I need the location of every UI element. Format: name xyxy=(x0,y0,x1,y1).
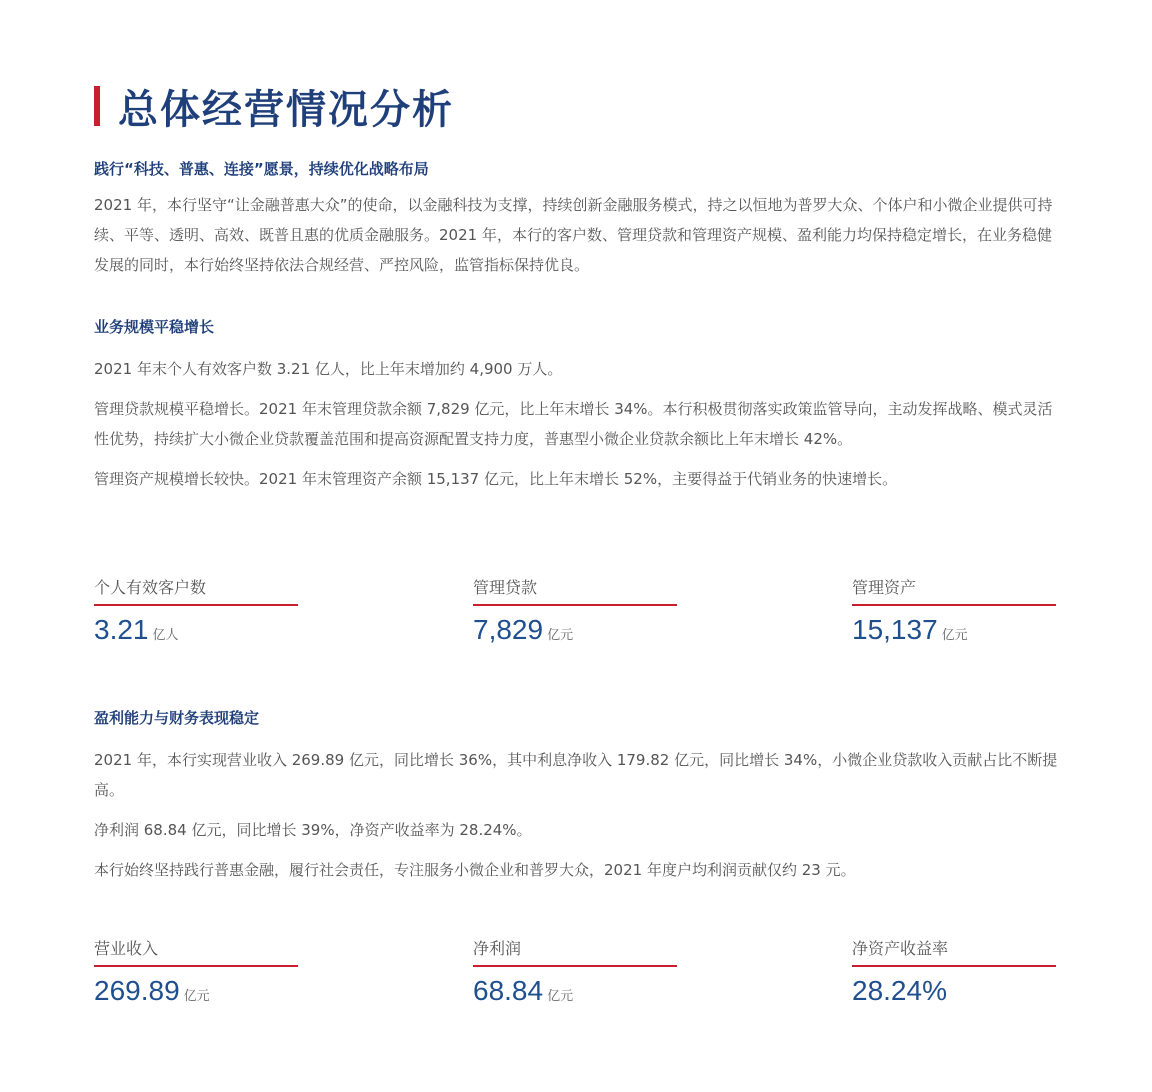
stat-label: 营业收入 xyxy=(94,939,159,958)
paragraph: 2021 年，本行坚守“让金融普惠大众”的使命，以金融科技为支撑，持续创新金融服务模式，持之以恒地为普罗大众、个体户和小微企业提供可持续、平等、透明、高效、既普且惠的优质金融服务。2021 年，本行的客户数、管理贷款和管理资产规模、盈利能力均保持稳定增长，在业务稳健发展的同时，本行始终坚持依法合规经营、严控风险，监管指标保持优良。 xyxy=(94,196,1053,274)
stat-divider xyxy=(94,965,298,967)
stat-divider xyxy=(852,965,1056,967)
stat-unit: 亿元 xyxy=(183,989,210,1004)
section-strategy xyxy=(94,158,1058,280)
stat-managed-assets xyxy=(852,576,1056,646)
paragraph: 管理资产规模增长较快。2021 年末管理资产余额 15,137 亿元，比上年末增长 52%，主要得益于代销业务的快速增长。 xyxy=(94,470,898,488)
stat-unit: 亿元 xyxy=(547,628,574,643)
stat-value: 28.24% xyxy=(852,975,947,1006)
stat-value: 15,137 xyxy=(852,614,938,645)
stat-label: 个人有效客户数 xyxy=(94,578,207,597)
stat-label: 净利润 xyxy=(473,939,522,958)
stat-divider xyxy=(852,604,1056,606)
paragraph: 2021 年，本行实现营业收入 269.89 亿元，同比增长 36%，其中利息净收入 179.82 亿元，同比增长 34%，小微企业贷款收入贡献占比不断提高。 xyxy=(94,751,1058,799)
stat-divider xyxy=(473,604,677,606)
stat-operating-revenue xyxy=(94,937,298,1007)
section-business-scale xyxy=(94,316,1058,494)
stat-roe xyxy=(852,937,1056,1007)
section-heading: 业务规模平稳增长 xyxy=(94,318,215,336)
section-profitability xyxy=(94,707,1058,885)
paragraph: 净利润 68.84 亿元，同比增长 39%，净资产收益率为 28.24%。 xyxy=(94,821,532,839)
stat-value: 269.89 xyxy=(94,975,180,1006)
stat-unit: 亿人 xyxy=(152,628,179,643)
stat-value: 3.21 xyxy=(94,614,149,645)
stat-label: 管理贷款 xyxy=(473,578,538,597)
stat-label: 净资产收益率 xyxy=(852,939,949,958)
stat-divider xyxy=(94,604,298,606)
page-title: 总体经营情况分析 xyxy=(118,86,454,133)
title-accent-bar xyxy=(94,86,100,126)
stat-unit: 亿元 xyxy=(941,628,968,643)
stat-value: 7,829 xyxy=(473,614,544,645)
paragraph: 管理贷款规模平稳增长。2021 年末管理贷款余额 7,829 亿元，比上年末增长 34%。本行积极贯彻落实政策监管导向，主动发挥战略、模式灵活性优势，持续扩大小微企业贷款覆盖范围和提高资源配置支持力度，普惠型小微企业贷款余额比上年末增长 42%。 xyxy=(94,400,1053,448)
stat-net-profit xyxy=(473,937,677,1007)
stat-value: 68.84 xyxy=(473,975,544,1006)
stat-managed-loans xyxy=(473,576,677,646)
stat-divider xyxy=(473,965,677,967)
page-title-row xyxy=(94,80,454,132)
section-heading: 盈利能力与财务表现稳定 xyxy=(94,709,260,727)
paragraph: 本行始终坚持践行普惠金融，履行社会责任，专注服务小微企业和普罗大众，2021 年度户均利润贡献仅约 23 元。 xyxy=(94,861,856,879)
section-heading: 践行“科技、普惠、连接”愿景，持续优化战略布局 xyxy=(94,160,429,178)
stat-customers xyxy=(94,576,298,646)
stat-unit: 亿元 xyxy=(547,989,574,1004)
stat-label: 管理资产 xyxy=(852,578,917,597)
paragraph: 2021 年末个人有效客户数 3.21 亿人，比上年末增加约 4,900 万人。 xyxy=(94,360,563,378)
